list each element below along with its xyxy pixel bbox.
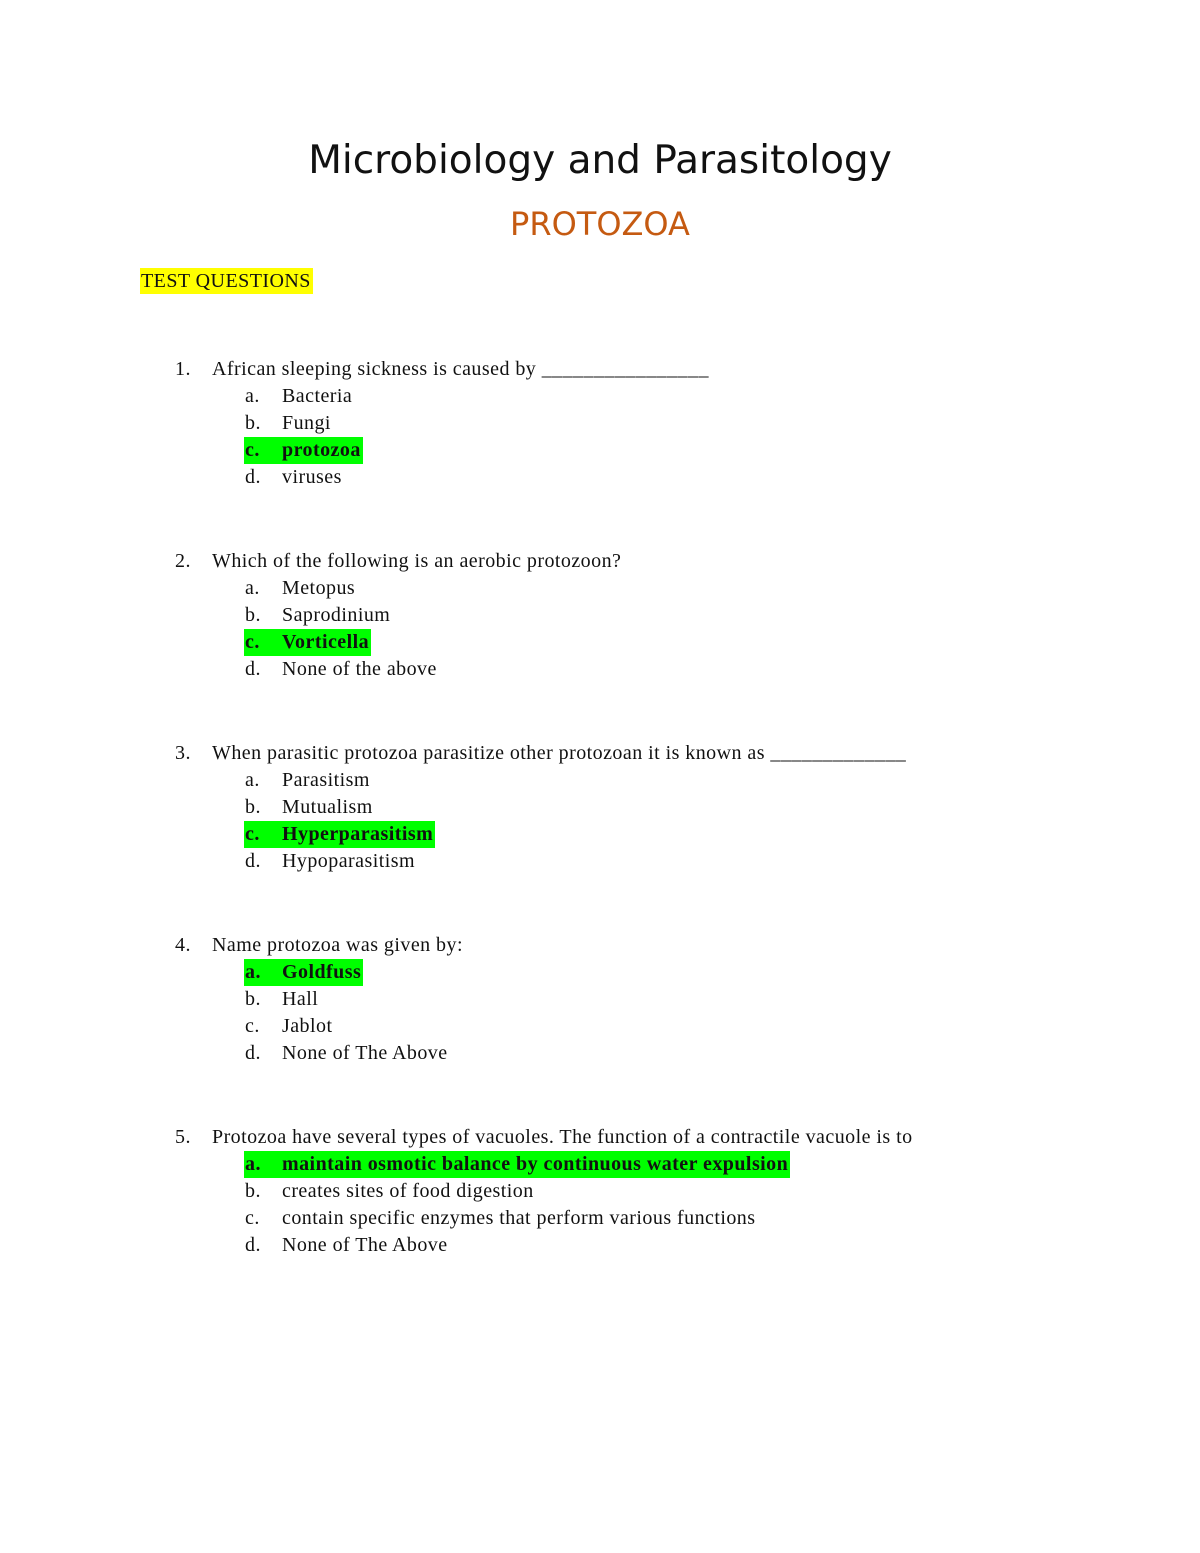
option-text: Hyperparasitism <box>282 823 434 845</box>
question-number: 1. <box>175 358 191 380</box>
answer-option <box>0 1178 1200 1205</box>
option-text: Mutualism <box>282 796 373 818</box>
option-letter: a. <box>245 1153 261 1175</box>
answer-option <box>0 1205 1200 1232</box>
answer-option-content <box>245 1178 534 1205</box>
option-letter: d. <box>245 1042 261 1064</box>
option-text: creates sites of food digestion <box>282 1180 534 1202</box>
option-text: Jablot <box>282 1015 333 1037</box>
question-2 <box>0 548 1200 683</box>
answer-option-content <box>245 1232 448 1259</box>
answer-option <box>0 767 1200 794</box>
option-letter: b. <box>245 1180 261 1202</box>
option-letter: d. <box>245 1234 261 1256</box>
option-text: None of The Above <box>282 1234 448 1256</box>
question-stem <box>0 932 1200 959</box>
option-text: Hall <box>282 988 319 1010</box>
option-text: contain specific enzymes that perform various functions <box>282 1207 756 1229</box>
question-text: African sleeping sickness is caused by ________________ <box>212 358 709 380</box>
option-text: None of the above <box>282 658 437 680</box>
question-4 <box>0 932 1200 1067</box>
answer-option-content <box>245 848 415 875</box>
correct-answer-highlight <box>244 959 363 986</box>
option-letter: d. <box>245 658 261 680</box>
page-subtitle: PROTOZOA <box>510 205 690 243</box>
option-text: maintain osmotic balance by continuous water expulsion <box>282 1153 789 1175</box>
answer-option <box>0 437 1200 464</box>
answer-option <box>0 1232 1200 1259</box>
answer-option-content <box>245 986 318 1013</box>
answer-option-content <box>245 383 352 410</box>
answer-option <box>0 383 1200 410</box>
option-text: Saprodinium <box>282 604 391 626</box>
answer-option-content <box>245 1205 756 1232</box>
option-text: None of The Above <box>282 1042 448 1064</box>
answer-option-content <box>245 464 342 491</box>
answer-option-content <box>245 794 373 821</box>
option-text: protozoa <box>282 439 361 461</box>
section-label: TEST QUESTIONS <box>141 270 311 292</box>
option-letter: b. <box>245 604 261 626</box>
question-text: Which of the following is an aerobic protozoon? <box>212 550 622 572</box>
option-text: Parasitism <box>282 769 370 791</box>
answer-option-content <box>245 575 355 602</box>
answer-option <box>0 986 1200 1013</box>
answer-option <box>0 848 1200 875</box>
option-letter: d. <box>245 850 261 872</box>
option-letter: c. <box>245 439 260 461</box>
answer-option <box>0 410 1200 437</box>
option-text: Bacteria <box>282 385 353 407</box>
answer-option-content <box>245 767 370 794</box>
question-1 <box>0 356 1200 491</box>
answer-option <box>0 1013 1200 1040</box>
question-stem <box>0 740 1200 767</box>
option-text: Goldfuss <box>282 961 362 983</box>
answer-option <box>0 959 1200 986</box>
answer-option-content <box>245 602 390 629</box>
answer-option <box>0 821 1200 848</box>
option-letter: d. <box>245 466 261 488</box>
question-stem <box>0 548 1200 575</box>
answer-option-content <box>245 410 331 437</box>
option-text: Vorticella <box>282 631 370 653</box>
question-number: 4. <box>175 934 191 956</box>
answer-option-content <box>245 1040 448 1067</box>
answer-option <box>0 1040 1200 1067</box>
question-text: Protozoa have several types of vacuoles. The function of a contractile vacuole is to <box>212 1126 913 1148</box>
question-text: Name protozoa was given by: <box>212 934 463 956</box>
question-text: When parasitic protozoa parasitize other protozoan it is known as _____________ <box>212 742 907 764</box>
question-number: 3. <box>175 742 191 764</box>
question-stem <box>0 1124 1200 1151</box>
question-number: 5. <box>175 1126 191 1148</box>
answer-option-content <box>245 656 437 683</box>
answer-option <box>0 602 1200 629</box>
answer-option <box>0 629 1200 656</box>
option-letter: a. <box>245 961 261 983</box>
option-letter: a. <box>245 577 260 599</box>
answer-option <box>0 464 1200 491</box>
option-letter: c. <box>245 823 260 845</box>
answer-option <box>0 575 1200 602</box>
option-letter: b. <box>245 412 261 434</box>
answer-option-content <box>245 1013 332 1040</box>
question-3 <box>0 740 1200 875</box>
option-text: Hypoparasitism <box>282 850 415 872</box>
correct-answer-highlight <box>244 1151 790 1178</box>
option-letter: a. <box>245 769 260 791</box>
option-letter: c. <box>245 631 260 653</box>
option-letter: c. <box>245 1015 260 1037</box>
page-title: Microbiology and Parasitology <box>308 138 892 183</box>
option-letter: a. <box>245 385 260 407</box>
option-letter: b. <box>245 796 261 818</box>
answer-option <box>0 656 1200 683</box>
answer-option <box>0 1151 1200 1178</box>
option-letter: b. <box>245 988 261 1010</box>
question-5 <box>0 1124 1200 1259</box>
correct-answer-highlight <box>244 821 435 848</box>
question-number: 2. <box>175 550 191 572</box>
option-text: viruses <box>282 466 342 488</box>
correct-answer-highlight <box>244 437 363 464</box>
question-stem <box>0 356 1200 383</box>
correct-answer-highlight <box>244 629 371 656</box>
answer-option <box>0 794 1200 821</box>
option-text: Metopus <box>282 577 356 599</box>
option-letter: c. <box>245 1207 260 1229</box>
option-text: Fungi <box>282 412 331 434</box>
